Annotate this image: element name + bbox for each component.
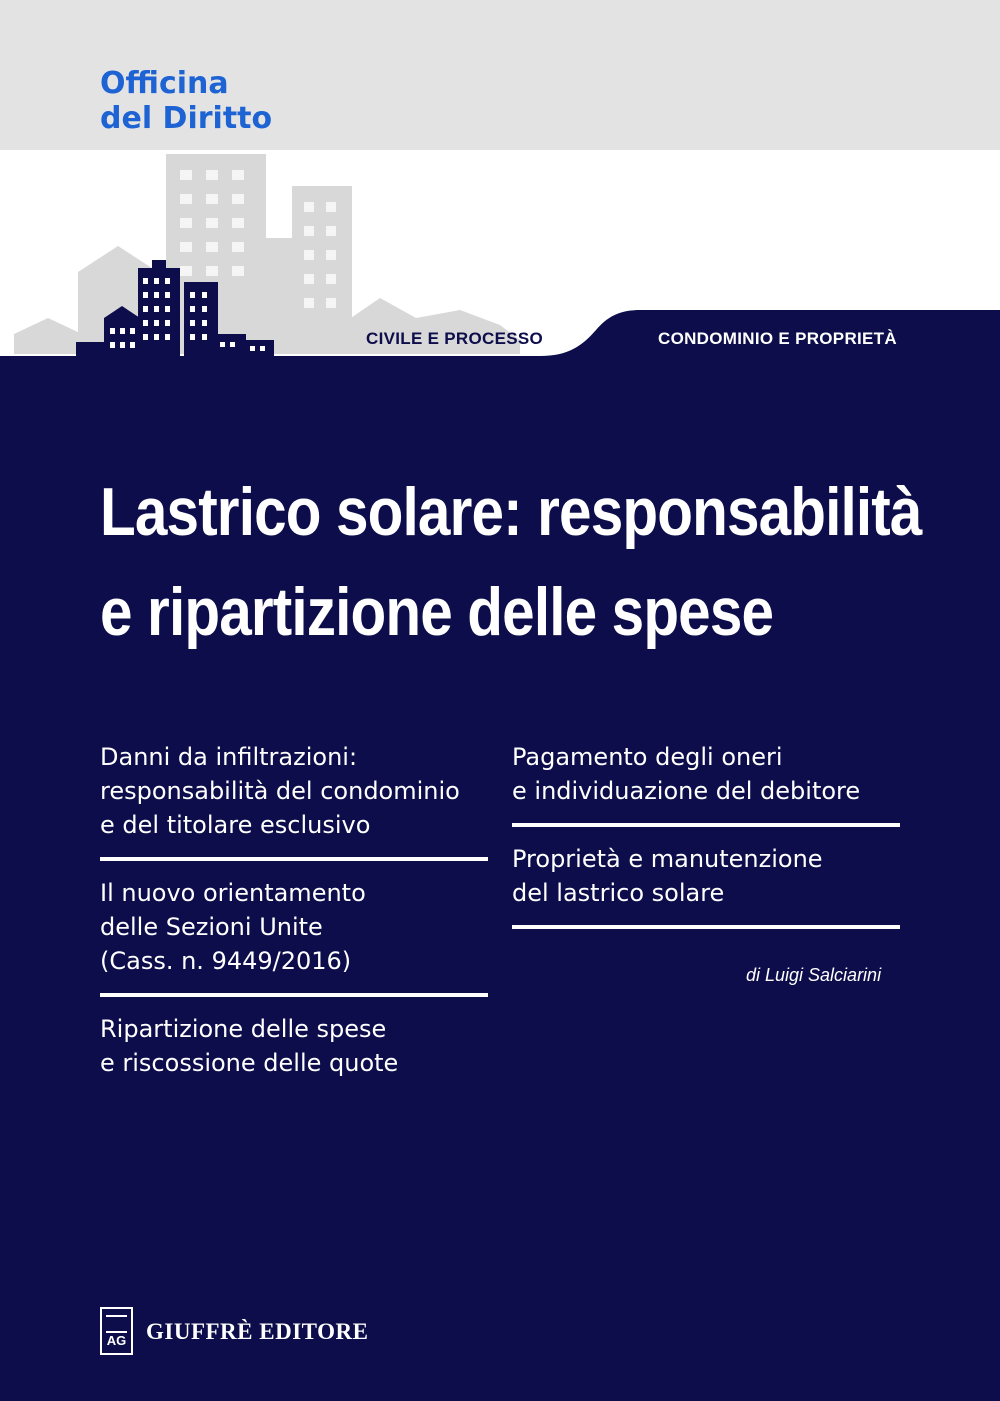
series-line-2: del Diritto: [100, 101, 273, 136]
topic-right-1: [512, 740, 860, 808]
topic-line: del lastrico solare: [512, 879, 725, 907]
category-tag-civile: CIVILE E PROCESSO: [366, 329, 544, 348]
series-line-1: Officina: [100, 66, 229, 101]
category-tag-condominio: CONDOMINIO E PROPRIETÀ: [658, 329, 897, 348]
topic-line: Danni da infiltrazioni:: [100, 743, 358, 771]
topic-line: e riscossione delle quote: [100, 1049, 399, 1077]
series-name: [100, 66, 272, 136]
topic-line: (Cass. n. 9449/2016): [100, 947, 352, 975]
divider-rule: [512, 823, 900, 827]
logo-text: AG: [106, 1333, 127, 1348]
divider-rule: [100, 857, 488, 861]
topic-line: Il nuovo orientamento: [100, 879, 366, 907]
topic-left-1: [100, 740, 460, 842]
topic-line: Proprietà e manutenzione: [512, 845, 823, 873]
topic-left-2: [100, 876, 366, 978]
divider-rule: [100, 993, 488, 997]
publisher-name: GIUFFRÈ EDITORE: [146, 1319, 369, 1344]
topic-line: responsabilità del condominio: [100, 777, 460, 805]
title-line-1: Lastrico solare: responsabilità: [100, 474, 922, 550]
logo-lines: [106, 1315, 127, 1333]
author-name: di Luigi Salciarini: [746, 965, 882, 985]
topic-line: delle Sezioni Unite: [100, 913, 323, 941]
topic-left-3: [100, 1012, 398, 1080]
publisher-logo-icon: [100, 1307, 133, 1355]
topic-line: Pagamento degli oneri: [512, 743, 783, 771]
divider-rule: [512, 925, 900, 929]
topic-line: Ripartizione delle spese: [100, 1015, 387, 1043]
topic-line: e del titolare esclusivo: [100, 811, 371, 839]
topic-line: e individuazione del debitore: [512, 777, 861, 805]
topic-right-2: [512, 842, 823, 910]
title-line-2: e ripartizione delle spese: [100, 574, 774, 650]
book-title: [100, 462, 922, 662]
